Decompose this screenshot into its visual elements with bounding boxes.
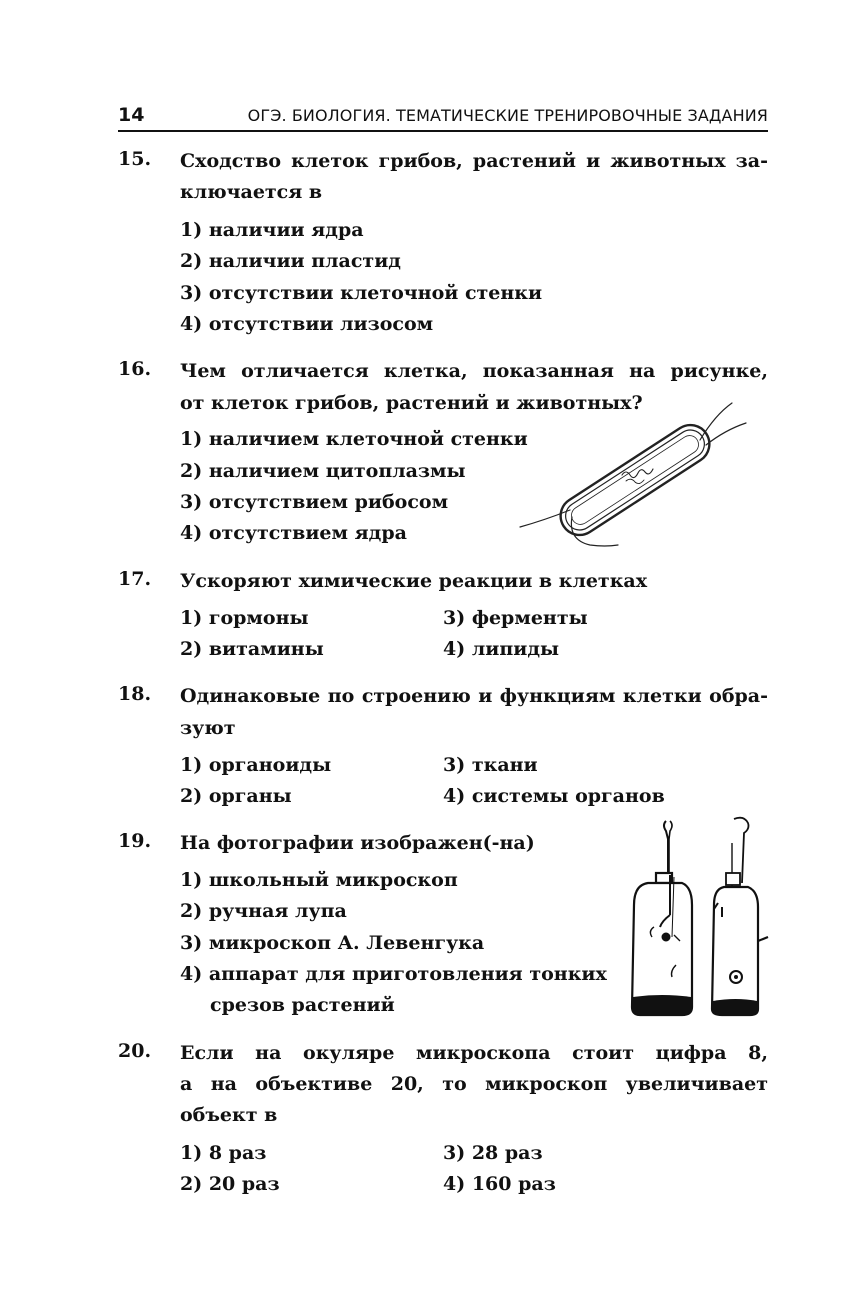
question-19-number: 19.	[118, 830, 152, 852]
question-16-option-3[interactable]: 3) отсутствием рибосом	[180, 491, 449, 513]
question-15-number: 15.	[118, 148, 152, 170]
page-header	[118, 102, 768, 132]
leeuwenhoek-microscope-photo	[626, 815, 776, 1023]
question-16-option-2[interactable]: 2) наличием цитоплазмы	[180, 460, 466, 482]
question-18-option-4[interactable]: 4) системы органов	[443, 785, 665, 807]
question-20-option-4[interactable]: 4) 160 раз	[443, 1173, 556, 1195]
question-19-option-4[interactable]: 4) аппарат для приготовления тонких	[180, 963, 607, 985]
question-18-text-line1: Одинаковые по строению и функциям клетки обра-	[180, 685, 768, 707]
question-17-option-1[interactable]: 1) гормоны	[180, 607, 309, 629]
question-20-option-3[interactable]: 3) 28 раз	[443, 1142, 543, 1164]
question-15-text-line1: Сходство клеток грибов, растений и животных за-	[180, 150, 768, 172]
question-15-option-3[interactable]: 3) отсутствии клеточной стенки	[180, 282, 543, 304]
question-20-option-2[interactable]: 2) 20 раз	[180, 1173, 280, 1195]
question-18-option-2[interactable]: 2) органы	[180, 785, 292, 807]
question-18-text-line2: зуют	[180, 717, 236, 739]
question-15-option-4[interactable]: 4) отсутствии лизосом	[180, 313, 434, 335]
question-16-option-1[interactable]: 1) наличием клеточной стенки	[180, 428, 528, 450]
question-20-text-line2: а на объективе 20, то микроскоп увеличивает	[180, 1073, 768, 1095]
question-19-option-3[interactable]: 3) микроскоп А. Левенгука	[180, 932, 485, 954]
question-16-number: 16.	[118, 358, 152, 380]
question-18-option-1[interactable]: 1) органоиды	[180, 754, 332, 776]
question-20-option-1[interactable]: 1) 8 раз	[180, 1142, 267, 1164]
question-18-number: 18.	[118, 683, 152, 705]
question-16-text-line1: Чем отличается клетка, показанная на рисунке,	[180, 360, 768, 382]
question-19-option-2[interactable]: 2) ручная лупа	[180, 900, 347, 922]
question-15-option-1[interactable]: 1) наличии ядра	[180, 219, 364, 241]
question-20-number: 20.	[118, 1040, 152, 1062]
page-number: 14	[118, 104, 145, 126]
question-17-option-4[interactable]: 4) липиды	[443, 638, 560, 660]
question-15-option-2[interactable]: 2) наличии пластид	[180, 250, 401, 272]
question-15-text-line2: ключается в	[180, 181, 323, 203]
question-19-option-1[interactable]: 1) школьный микроскоп	[180, 869, 458, 891]
question-17-option-2[interactable]: 2) витамины	[180, 638, 324, 660]
question-20-text-line3: объект в	[180, 1104, 278, 1126]
bacterium-illustration	[510, 395, 770, 555]
question-19-text-line1: На фотографии изображен(-на)	[180, 832, 535, 854]
question-16-text-line2: от клеток грибов, растений и животных?	[180, 392, 643, 414]
question-16-option-4[interactable]: 4) отсутствием ядра	[180, 522, 407, 544]
question-17-option-3[interactable]: 3) ферменты	[443, 607, 588, 629]
question-18-option-3[interactable]: 3) ткани	[443, 754, 538, 776]
question-19-option-4-continued: срезов растений	[210, 994, 395, 1016]
question-20-text-line1: Если на окуляре микроскопа стоит цифра 8,	[180, 1042, 768, 1064]
running-title: ОГЭ. БИОЛОГИЯ. ТЕМАТИЧЕСКИЕ ТРЕНИРОВОЧНЫЕ ЗАДАНИЯ	[247, 106, 768, 125]
question-17-text-line1: Ускоряют химические реакции в клетках	[180, 570, 648, 592]
question-17-number: 17.	[118, 568, 152, 590]
